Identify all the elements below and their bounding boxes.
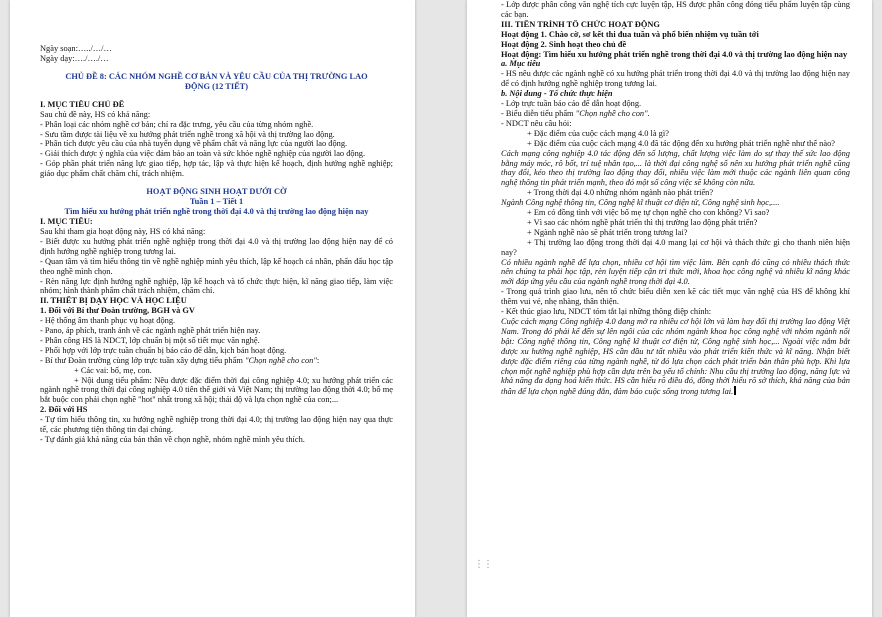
answer-2[interactable]: Cách mạng công nghiệp 4.0 tác động đến số lượng, chất lượng việc làm do sự thay thế sức lao động bằng máy móc, rô bốt, trí tuệ nhân tạo,... là thời đại công nghệ số nên xu hướng phát triển nghề cũng thay đổi, kéo theo thị trường lao động thay đổi, nhiều việc làm mới thuộc các ngành liên quan công nghệ thông tin phát triển mạnh, theo đó một số công việc sẽ không còn nữa.	[501, 148, 850, 188]
topic-title-line-2[interactable]: ĐỘNG (12 TIẾT)	[184, 81, 249, 91]
conclusion-text[interactable]	[501, 317, 850, 397]
content-label[interactable]: b. Nội dung - Tổ chức thực hiện	[501, 89, 613, 99]
answer-7[interactable]: Có nhiều ngành nghề để lựa chọn, nhiều cơ hội tìm việc làm. Bên cạnh đó cũng có nhiều thách thức nên chúng ta phải học tập, rèn luyện tiếp cận tri thức mới, khoa học công nghệ và nhiều kĩ năng khác mới đáp ứng yêu cầu của ngành nghề trong thời đại 4.0.	[501, 257, 850, 287]
goals-intro[interactable]: Sau khi tham gia hoạt động này, HS có khả năng:	[40, 226, 206, 236]
question-5[interactable]: + Vì sao các nhóm nghề phát triển thì thị trường lao động phát triển?	[527, 217, 758, 227]
question-6[interactable]: + Ngành nghề nào sẽ phát triển trong tương lai?	[527, 227, 688, 237]
week-title[interactable]: Tuần 1 – Tiết 1	[189, 197, 244, 207]
question-2[interactable]: + Đặc điểm của cuộc cách mạng 4.0 đã tác động đến xu hướng phát triển nghề như thế nào?	[527, 138, 835, 148]
activity-title[interactable]: HOẠT ĐỘNG SINH HOẠT DƯỚI CỜ	[146, 187, 287, 197]
activity-main[interactable]: Hoạt động: Tìm hiểu xu hướng phát triển nghề trong thời đại 4.0 và thị trường lao động hiện nay	[501, 49, 848, 59]
skit-prefix: - Bí thư Đoàn trường cùng lớp trực tuần xây dựng tiểu phẩm	[40, 355, 245, 365]
student-item[interactable]: - Tự đánh giá khả năng của bản thân về chọn nghề, nhóm nghề mình yêu thích.	[40, 435, 305, 444]
conclusion-body: Cuộc cách mạng Công nghiệp 4.0 đang mở ra nhiều cơ hội lớn và làm hay đổi thị trường lao động Việt Nam. Trong đó phải kể đến sự lên ngôi của các nhóm ngành khoa học công nghệ với nhóm ngành nổi bật: Công nghệ thông tin, Công nghệ kĩ thuật cơ điện tử, Công nghệ sinh học,... Ngoài việc nắm bắt được xu hướng nghề nghiệp, HS cần đầu tư tất nhiều vào phát triển kiến thức và kĩ năng. Nhận biết được đặc điểm riêng của từng ngành nghề, từ đó lựa chọn cách phát triển bản thân phù hợp. Khi lựa chọn một nghề nghiệp phù hợp cần dựa trên ba yếu tố chính: Nhu cầu thị trường lao động, năng lực và khả năng đa dạng hoá kiến thức. HS cần hiểu rõ điều đó, đồng thời hiểu rõ sở thích, khả năng của bản thân để lựa chọn nghề đúng đắn, đảm bảo cuộc sống trong tương lai.	[501, 317, 850, 397]
skit-plot[interactable]: + Nội dung tiểu phẩm: Nêu được đặc điểm thời đại công nghiệp 4.0; xu hướng phát triển các ngành nghề trong thời đại công nghiệp 4.0 tiên thế giới và Việt Nam; thị trường lao động thời 4.0; bố mẹ bắt buộc con phải chọn nghề "hot" nhất trong xã hội; thái độ và lựa chọn nghề của con;...	[40, 375, 393, 405]
document-page-right	[467, 0, 872, 617]
goal-item[interactable]: - Rèn năng lực định hướng nghề nghiệp, lập kế hoạch và tổ chức thực hiện, kĩ năng giao tiếp, làm việc nhóm; hình thành phẩm chất trách nhiệm, chăm chỉ.	[40, 276, 393, 296]
text-cursor	[734, 386, 736, 395]
goal-item[interactable]: - Biết được xu hướng phát triển nghề nghiệp trong thời đại 4.0 và thị trường lao động hiện nay để có định hướng nghề nghiệp trong tương lai.	[40, 236, 393, 256]
ndct-ask[interactable]: - NDCT nêu câu hỏi:	[501, 118, 572, 128]
skit-roles[interactable]: + Các vai: bố, mẹ, con.	[74, 365, 152, 375]
equipment-heading[interactable]: II. THIẾT BỊ DẠY HỌC VÀ HỌC LIỆU	[40, 296, 187, 306]
objective-item[interactable]: - Góp phần phát triển năng lực giao tiếp, hợp tác, lập và thực hiện kế hoạch, định hướng nghề nghiệp; giáo dục phẩm chất chăm chỉ, trách nhiệm.	[40, 159, 393, 179]
objective-item[interactable]: - Phân loại các nhóm nghề cơ bản; chỉ ra đặc trưng, yêu cầu của từng nhóm nghề.	[40, 119, 314, 129]
teach-date-line[interactable]: Ngày dạy:…./…./…	[40, 53, 109, 63]
equipment-subheading-students[interactable]: 2. Đối với HS	[40, 405, 88, 415]
equipment-item[interactable]: - Hệ thống âm thanh phục vụ hoạt động.	[40, 316, 176, 326]
question-4[interactable]: + Em có đồng tình với việc bố mẹ tự chọn nghề cho con không? Vì sao?	[527, 208, 770, 218]
equipment-skit-line[interactable]	[40, 356, 393, 366]
equipment-item[interactable]: - Pano, áp phích, tranh ảnh về các ngành nghề phát triển hiện nay.	[40, 326, 261, 336]
continued-item[interactable]: - Lớp được phân công văn nghệ tích cực luyện tập, HS được phân công đóng tiểu phẩm luyện tập cùng các bạn.	[501, 0, 850, 19]
conclude-line[interactable]: - Kết thúc giao lưu, NDCT tóm tắt lại những thông điệp chính:	[501, 307, 712, 317]
document-page-left	[10, 0, 415, 617]
activity-2[interactable]: Hoạt động 2. Sinh hoạt theo chủ đề	[501, 39, 627, 49]
equipment-item[interactable]: - Phối hợp với lớp trực tuần chuẩn bị báo cáo để dẫn, kịch bản hoạt động.	[40, 345, 287, 355]
equipment-subheading-staff[interactable]: 1. Đối với Bí thư Đoàn trường, BGH và GV	[40, 306, 195, 316]
step-item[interactable]: - Lớp trực tuần báo cáo để dẫn hoạt động.	[501, 99, 642, 109]
prep-date-line[interactable]: Ngày soạn:…../…/…	[40, 44, 112, 53]
objectives-intro[interactable]: Sau chủ đề này, HS có khả năng:	[40, 109, 151, 119]
skit-step-title: "Chọn nghề cho con".	[575, 108, 650, 118]
skit-suffix: :	[316, 355, 320, 365]
activity-1[interactable]: Hoạt động 1. Chào cờ, sơ kết thi đua tuần và phổ biến nhiệm vụ tuần tới	[501, 29, 759, 39]
aim-label[interactable]: a. Mục tiêu	[501, 59, 541, 69]
topic-title-line-1[interactable]: CHỦ ĐỀ 8: CÁC NHÓM NGHỀ CƠ BẢN VÀ YÊU CẦU CỦA THỊ TRƯỜNG LAO	[65, 71, 368, 81]
procedure-heading[interactable]: III. TIẾN TRÌNH TỔ CHỨC HOẠT ĐỘNG	[501, 19, 660, 29]
equipment-item[interactable]: - Phân công HS là NDCT, lớp chuẩn bị một số tiết mục văn nghệ.	[40, 335, 260, 345]
answer-3[interactable]: Ngành Công nghệ thông tin, Công nghệ kĩ thuật cơ điện tử, Công nghệ sinh học,....	[501, 198, 780, 208]
student-item[interactable]: - Tự tìm hiểu thông tin, xu hướng nghề nghiệp trong thời đại 4.0; thị trường lao động hiện nay qua thực tế, các phương tiện thông tin đại chúng.	[40, 415, 393, 435]
skit-step[interactable]	[501, 109, 850, 119]
question-3[interactable]: + Trong thời đại 4.0 những nhóm ngành nào phát triển?	[527, 188, 714, 198]
objective-item[interactable]: - Sưu tầm được tài liệu về xu hướng phát triển nghề trong xã hội và thị trường lao động.	[40, 129, 335, 139]
lesson-title[interactable]: Tìm hiểu xu hướng phát triển nghề trong thời đại 4.0 và thị trường lao động hiện nay	[64, 207, 369, 217]
drag-handle-icon[interactable]: ⋮⋮	[474, 559, 492, 570]
aim-text[interactable]: - HS nêu được các ngành nghề có xu hướng phát triển trong thời đại 4.0 và thị trường lao động hiện nay để có định hướng nghề nghiệp trong tương lai.	[501, 69, 850, 89]
objective-item[interactable]: - Giải thích được ý nghĩa của việc đảm bảo an toàn và sức khỏe nghề nghiệp của người lao động.	[40, 149, 366, 159]
exchange-note[interactable]: - Trong quá trình giao lưu, nên tổ chức biểu diễn xen kẽ các tiết mục văn nghệ của HS để không khí thêm vui vẻ, nhẹ nhàng, thân thiện.	[501, 287, 850, 307]
objectives-heading[interactable]: I. MỤC TIÊU CHỦ ĐỀ	[40, 99, 125, 109]
skit-step-prefix: - Biểu diễn tiểu phẩm	[501, 108, 576, 118]
objective-item[interactable]: - Phân tích được yêu cầu của nhà tuyển dụng về phẩm chất và năng lực của người lao động.	[40, 139, 348, 149]
goals-heading[interactable]: I. MỤC TIÊU:	[40, 217, 93, 227]
goal-item[interactable]: - Quan tâm và tìm hiểu thông tin về nghề nghiệp mình yêu thích, lập kế hoạch cá nhân, phấn đấu học tập theo nghề mình chọn.	[40, 256, 393, 276]
question-7[interactable]: + Thị trường lao động trong thời đại 4.0 mang lại cơ hội và thách thức gì cho thanh niên hiện nay?	[501, 237, 850, 257]
question-1[interactable]: + Đặc điểm của cuộc cách mạng 4.0 là gì?	[527, 128, 669, 138]
skit-title: "Chọn nghề cho con"	[244, 355, 317, 365]
